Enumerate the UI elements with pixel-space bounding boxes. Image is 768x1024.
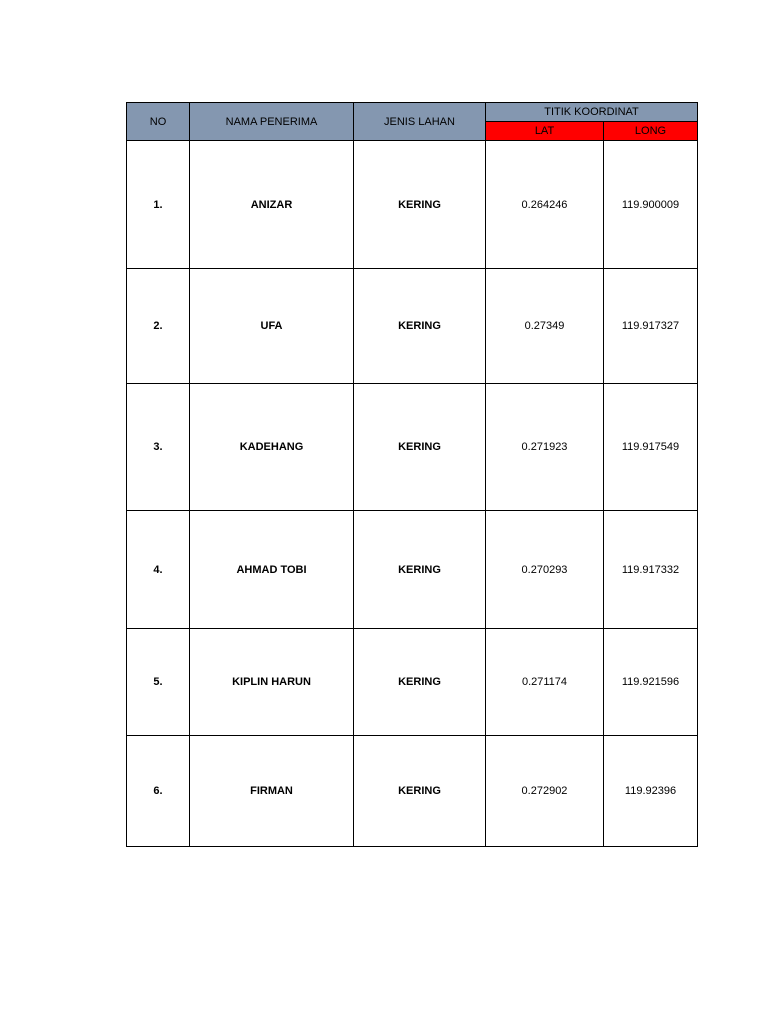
cell-long: 119.900009: [604, 141, 698, 269]
cell-jenis: KERING: [354, 269, 486, 384]
cell-no: 3.: [127, 384, 190, 511]
cell-no: 6.: [127, 736, 190, 847]
cell-lat: 0.272902: [486, 736, 604, 847]
cell-jenis: KERING: [354, 384, 486, 511]
cell-nama: AHMAD TOBI: [190, 511, 354, 629]
cell-lat: 0.270293: [486, 511, 604, 629]
cell-no: 4.: [127, 511, 190, 629]
cell-no: 2.: [127, 269, 190, 384]
cell-nama: ANIZAR: [190, 141, 354, 269]
cell-nama: FIRMAN: [190, 736, 354, 847]
cell-long: 119.92396: [604, 736, 698, 847]
cell-long: 119.917332: [604, 511, 698, 629]
cell-lat: 0.264246: [486, 141, 604, 269]
header-no: NO: [127, 103, 190, 141]
cell-lat: 0.271174: [486, 629, 604, 736]
cell-jenis: KERING: [354, 511, 486, 629]
cell-nama: KADEHANG: [190, 384, 354, 511]
cell-lat: 0.27349: [486, 269, 604, 384]
table-row: [127, 269, 698, 384]
cell-lat: 0.271923: [486, 384, 604, 511]
cell-long: 119.921596: [604, 629, 698, 736]
cell-long: 119.917327: [604, 269, 698, 384]
cell-jenis: KERING: [354, 629, 486, 736]
table-row: [127, 511, 698, 629]
recipient-coordinates-table: [126, 102, 698, 847]
header-nama-penerima: NAMA PENERIMA: [190, 103, 354, 141]
cell-jenis: KERING: [354, 736, 486, 847]
header-jenis-lahan: JENIS LAHAN: [354, 103, 486, 141]
table-row: [127, 629, 698, 736]
cell-jenis: KERING: [354, 141, 486, 269]
header-titik-koordinat: TITIK KOORDINAT: [486, 103, 698, 122]
cell-no: 5.: [127, 629, 190, 736]
table-row: [127, 141, 698, 269]
cell-nama: KIPLIN HARUN: [190, 629, 354, 736]
cell-nama: UFA: [190, 269, 354, 384]
table-row: [127, 384, 698, 511]
cell-no: 1.: [127, 141, 190, 269]
table-row: [127, 736, 698, 847]
header-long: LONG: [604, 122, 698, 141]
header-lat: LAT: [486, 122, 604, 141]
cell-long: 119.917549: [604, 384, 698, 511]
